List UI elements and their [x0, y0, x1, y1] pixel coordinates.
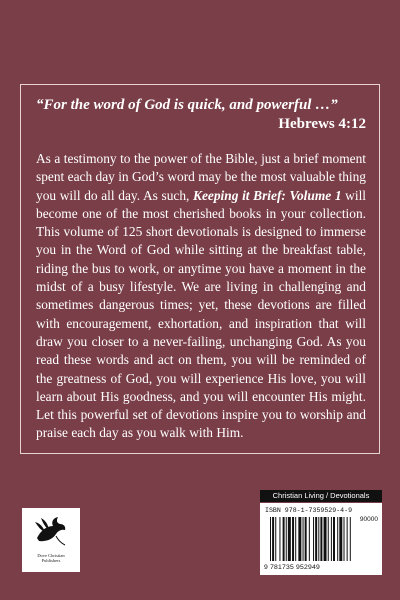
description-text-1: As a testimony to the power of the Bible, just a brief moment spent each day in God’s word may be the most valuable thing you will do all day. As such,: [36, 151, 366, 203]
publisher-name-line1: Dove Christian: [37, 553, 65, 558]
scripture-reference: Hebrews 4:12: [278, 116, 366, 132]
description-paragraph: [36, 150, 366, 443]
epigraph: [36, 96, 366, 133]
isbn-barcode: [260, 503, 382, 575]
scripture-quote: “For the word of God is quick, and powerful …”: [36, 97, 338, 113]
dove-icon: [31, 512, 71, 552]
book-title-inline: Keeping it Brief: Volume 1: [193, 187, 342, 203]
barcode-bars: [264, 517, 378, 563]
publisher-name-line2: Publishers: [41, 558, 61, 563]
isbn-text: ISBN 978-1-7359529-4-9: [265, 507, 353, 514]
category-label: Christian Living / Devotionals: [260, 490, 382, 502]
barcode-digits: 9 781735 952949: [264, 564, 320, 571]
publisher-logo: [22, 508, 80, 572]
price-code: 90000: [359, 516, 378, 523]
description-text-2: will become one of the most cherished books in your collection. This volume of 125 short devotionals is designed to immerse you in the Word of God while sitting at the breakfast table, riding the bus to work, or anytime you have a moment in the midst of a busy lifestyle. We are living in challenging and sometimes dangerous times; yet, these devotions are filled with encouragement, exhortation, and inspiration that will draw you closer to a never-failing, unchanging God. As you read these words and act on them, you will be reminded of the greatness of God, you will experience His love, you will learn about His goodness, and you will encounter His might. Let this powerful set of devotions inspire you to worship and praise each day as you walk with Him.: [36, 187, 367, 441]
